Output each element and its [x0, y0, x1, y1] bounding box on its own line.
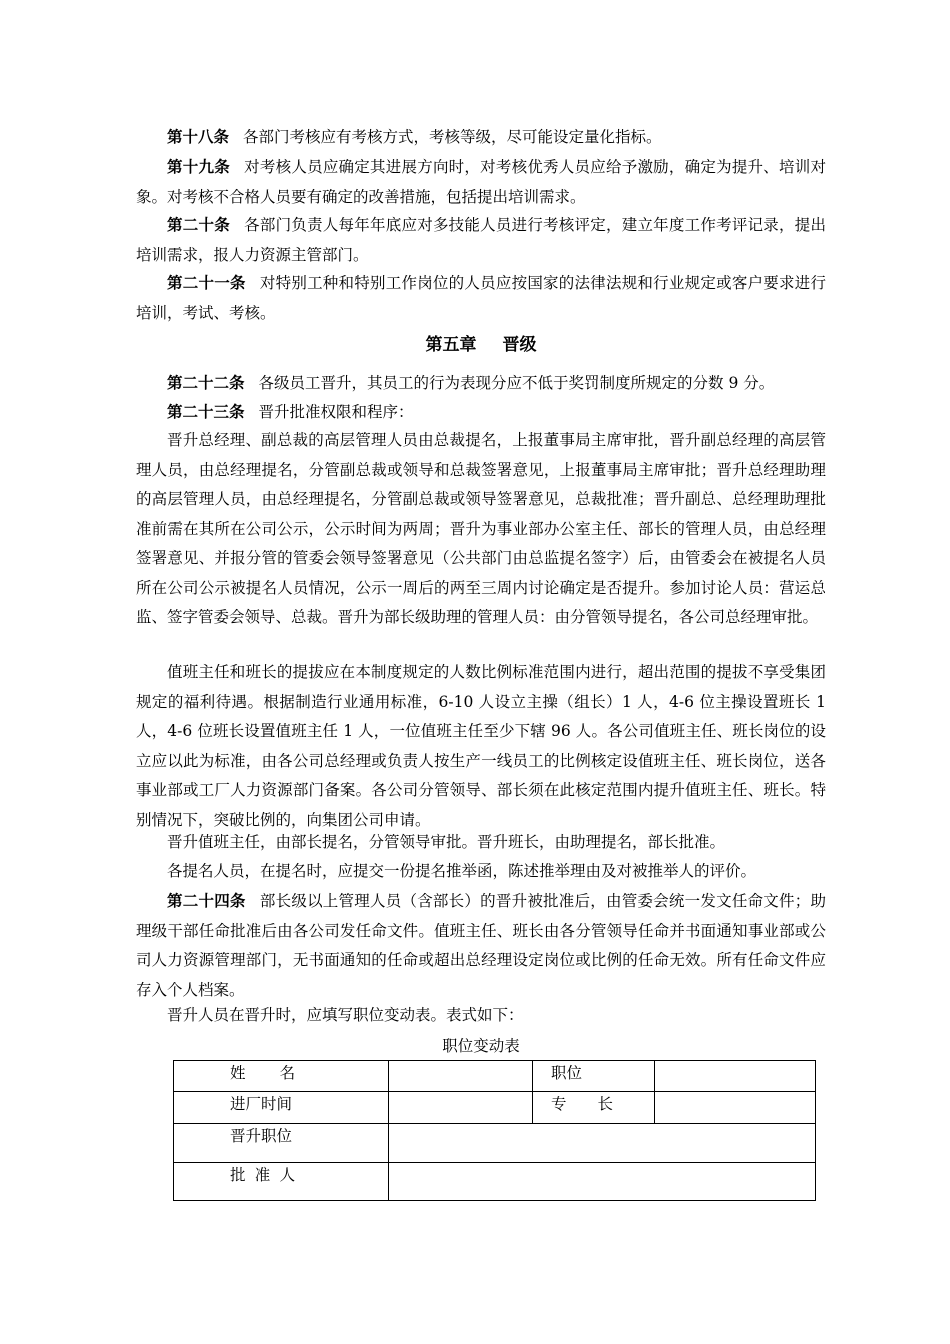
approver-label-cell	[174, 1163, 389, 1201]
paragraph-shift-leader-quota: 值班主任和班长的提拔应在本制度规定的人数比例标准范围内进行，超出范围的提拔不享受集团规定的福利待遇。根据制造行业通用标准，6-10 人设立主操（组长）1 人，4-6 位主操设置班长 1 人，4-6 位班长设置值班主任 1 人，一位值班主任至少下辖 96 人。各公司值班主任、班长岗位的设立应以此为标准，由各公司总经理或负责人按生产一线员工的比例核定设值班主任、班长岗位，送各事业部或工厂人力资源部门备案。各公司分管领导、部长须在此核定范围内提升值班主任、班长。特别情况下，突破比例的，向集团公司申请。	[136, 663, 826, 829]
paragraph-promotion-procedure: 晋升总经理、副总裁的高层管理人员由总裁提名，上报董事局主席审批，晋升副总经理的高层管理人员，由总经理提名，分管副总裁或领导和总裁签署意见，上报董事局主席审批；晋升总经理助理的高层管理人员，由总经理提名，分管副总裁或领导签署意见，总裁批准；晋升副总、总经理助理批准前需在其所在公司公示，公示时间为两周；晋升为事业部办公室主任、部长的管理人员，由总经理签署意见、并报分管的管委会领导签署意见（公共部门由总监提名签字）后，由管委会在被提名人员所在公司公示被提名人员情况，公示一周后的两至三周内讨论确定是否提升。参加讨论人员：营运总监、签字管委会领导、总裁。晋升为部长级助理的管理人员：由分管领导提名，各公司总经理审批。	[136, 431, 826, 626]
form-row	[174, 1092, 816, 1124]
position-label-cell	[533, 1061, 655, 1092]
article-text: 对考核人员应确定其进展方向时，对考核优秀人员应给予激励，确定为提升、培训对象。对考核不合格人员要有确定的改善措施，包括提出培训需求。	[136, 158, 826, 206]
name-label-cell	[174, 1061, 389, 1092]
paragraph-form-intro: 晋升人员在晋升时，应填写职位变动表。表式如下：	[167, 1006, 524, 1024]
article-text: 各部门考核应有考核方式，考核等级，尽可能设定量化指标。	[243, 128, 662, 146]
chapter-number: 第五章	[425, 335, 477, 355]
article-text: 对特别工种和特别工作岗位的人员应按国家的法律法规和行业规定或客户要求进行培训，考试、考核。	[136, 274, 826, 322]
article-title: 第二十一条	[167, 273, 246, 292]
article-24	[136, 886, 826, 1005]
article-19	[136, 152, 826, 212]
specialty-label-cell	[533, 1092, 655, 1124]
join-date-label: 进厂时间	[230, 1095, 293, 1113]
article-text: 各级员工晋升，其员工的行为表现分应不低于奖罚制度所规定的分数 9 分。	[258, 374, 775, 392]
position-label: 职位	[551, 1064, 583, 1082]
form-row	[174, 1124, 816, 1163]
name-value-cell[interactable]	[389, 1061, 533, 1092]
join-date-value-cell[interactable]	[389, 1092, 533, 1124]
form-row	[174, 1061, 816, 1092]
form-row	[174, 1163, 816, 1201]
paragraph-nomination-letter: 各提名人员，在提名时，应提交一份提名推举函，陈述推举理由及对被推举人的评价。	[167, 862, 757, 880]
article-title: 第二十三条	[167, 402, 245, 421]
promoted-position-label: 晋升职位	[230, 1127, 293, 1145]
article-20	[136, 210, 826, 270]
article-title: 第二十四条	[167, 891, 246, 910]
join-date-label-cell	[174, 1092, 389, 1124]
article-title: 第二十条	[167, 215, 230, 234]
article-title: 第二十二条	[167, 373, 245, 392]
article-text: 各部门负责人每年年底应对多技能人员进行考核评定，建立年度工作考评记录，提出培训需求，报人力资源主管部门。	[136, 216, 826, 264]
paragraph-shift-promotion: 晋升值班主任，由部长提名，分管领导审批。晋升班长，由助理提名，部长批准。	[167, 833, 726, 851]
article-title: 第十九条	[167, 157, 230, 176]
article-22	[136, 368, 826, 399]
approver-label: 批准人	[230, 1166, 305, 1184]
approver-value-cell[interactable]	[389, 1163, 816, 1201]
promoted-position-label-cell	[174, 1124, 389, 1163]
chapter-heading	[136, 330, 826, 355]
article-18	[136, 122, 826, 153]
article-text: 部长级以上管理人员（含部长）的晋升被批准后，由管委会统一发文任命文件；助理级干部任命批准后由各公司发任命文件。值班主任、班长由各分管领导任命并书面通知事业部或公司人力资源管理部门，无书面通知的任命或超出总经理设定岗位或比例的任命无效。所有任命文件应存入个人档案。	[136, 892, 826, 999]
form-caption: 职位变动表	[442, 1037, 520, 1055]
specialty-value-cell[interactable]	[655, 1092, 816, 1124]
specialty-label: 专长	[551, 1095, 645, 1113]
position-change-form	[173, 1060, 816, 1201]
promoted-position-value-cell[interactable]	[389, 1124, 816, 1163]
article-23	[136, 397, 826, 428]
article-21	[136, 268, 826, 328]
position-value-cell[interactable]	[655, 1061, 816, 1092]
chapter-name: 晋级	[502, 335, 537, 355]
article-text: 晋升批准权限和程序：	[258, 403, 414, 421]
article-title: 第十八条	[167, 127, 230, 146]
name-label: 姓名	[230, 1064, 330, 1082]
